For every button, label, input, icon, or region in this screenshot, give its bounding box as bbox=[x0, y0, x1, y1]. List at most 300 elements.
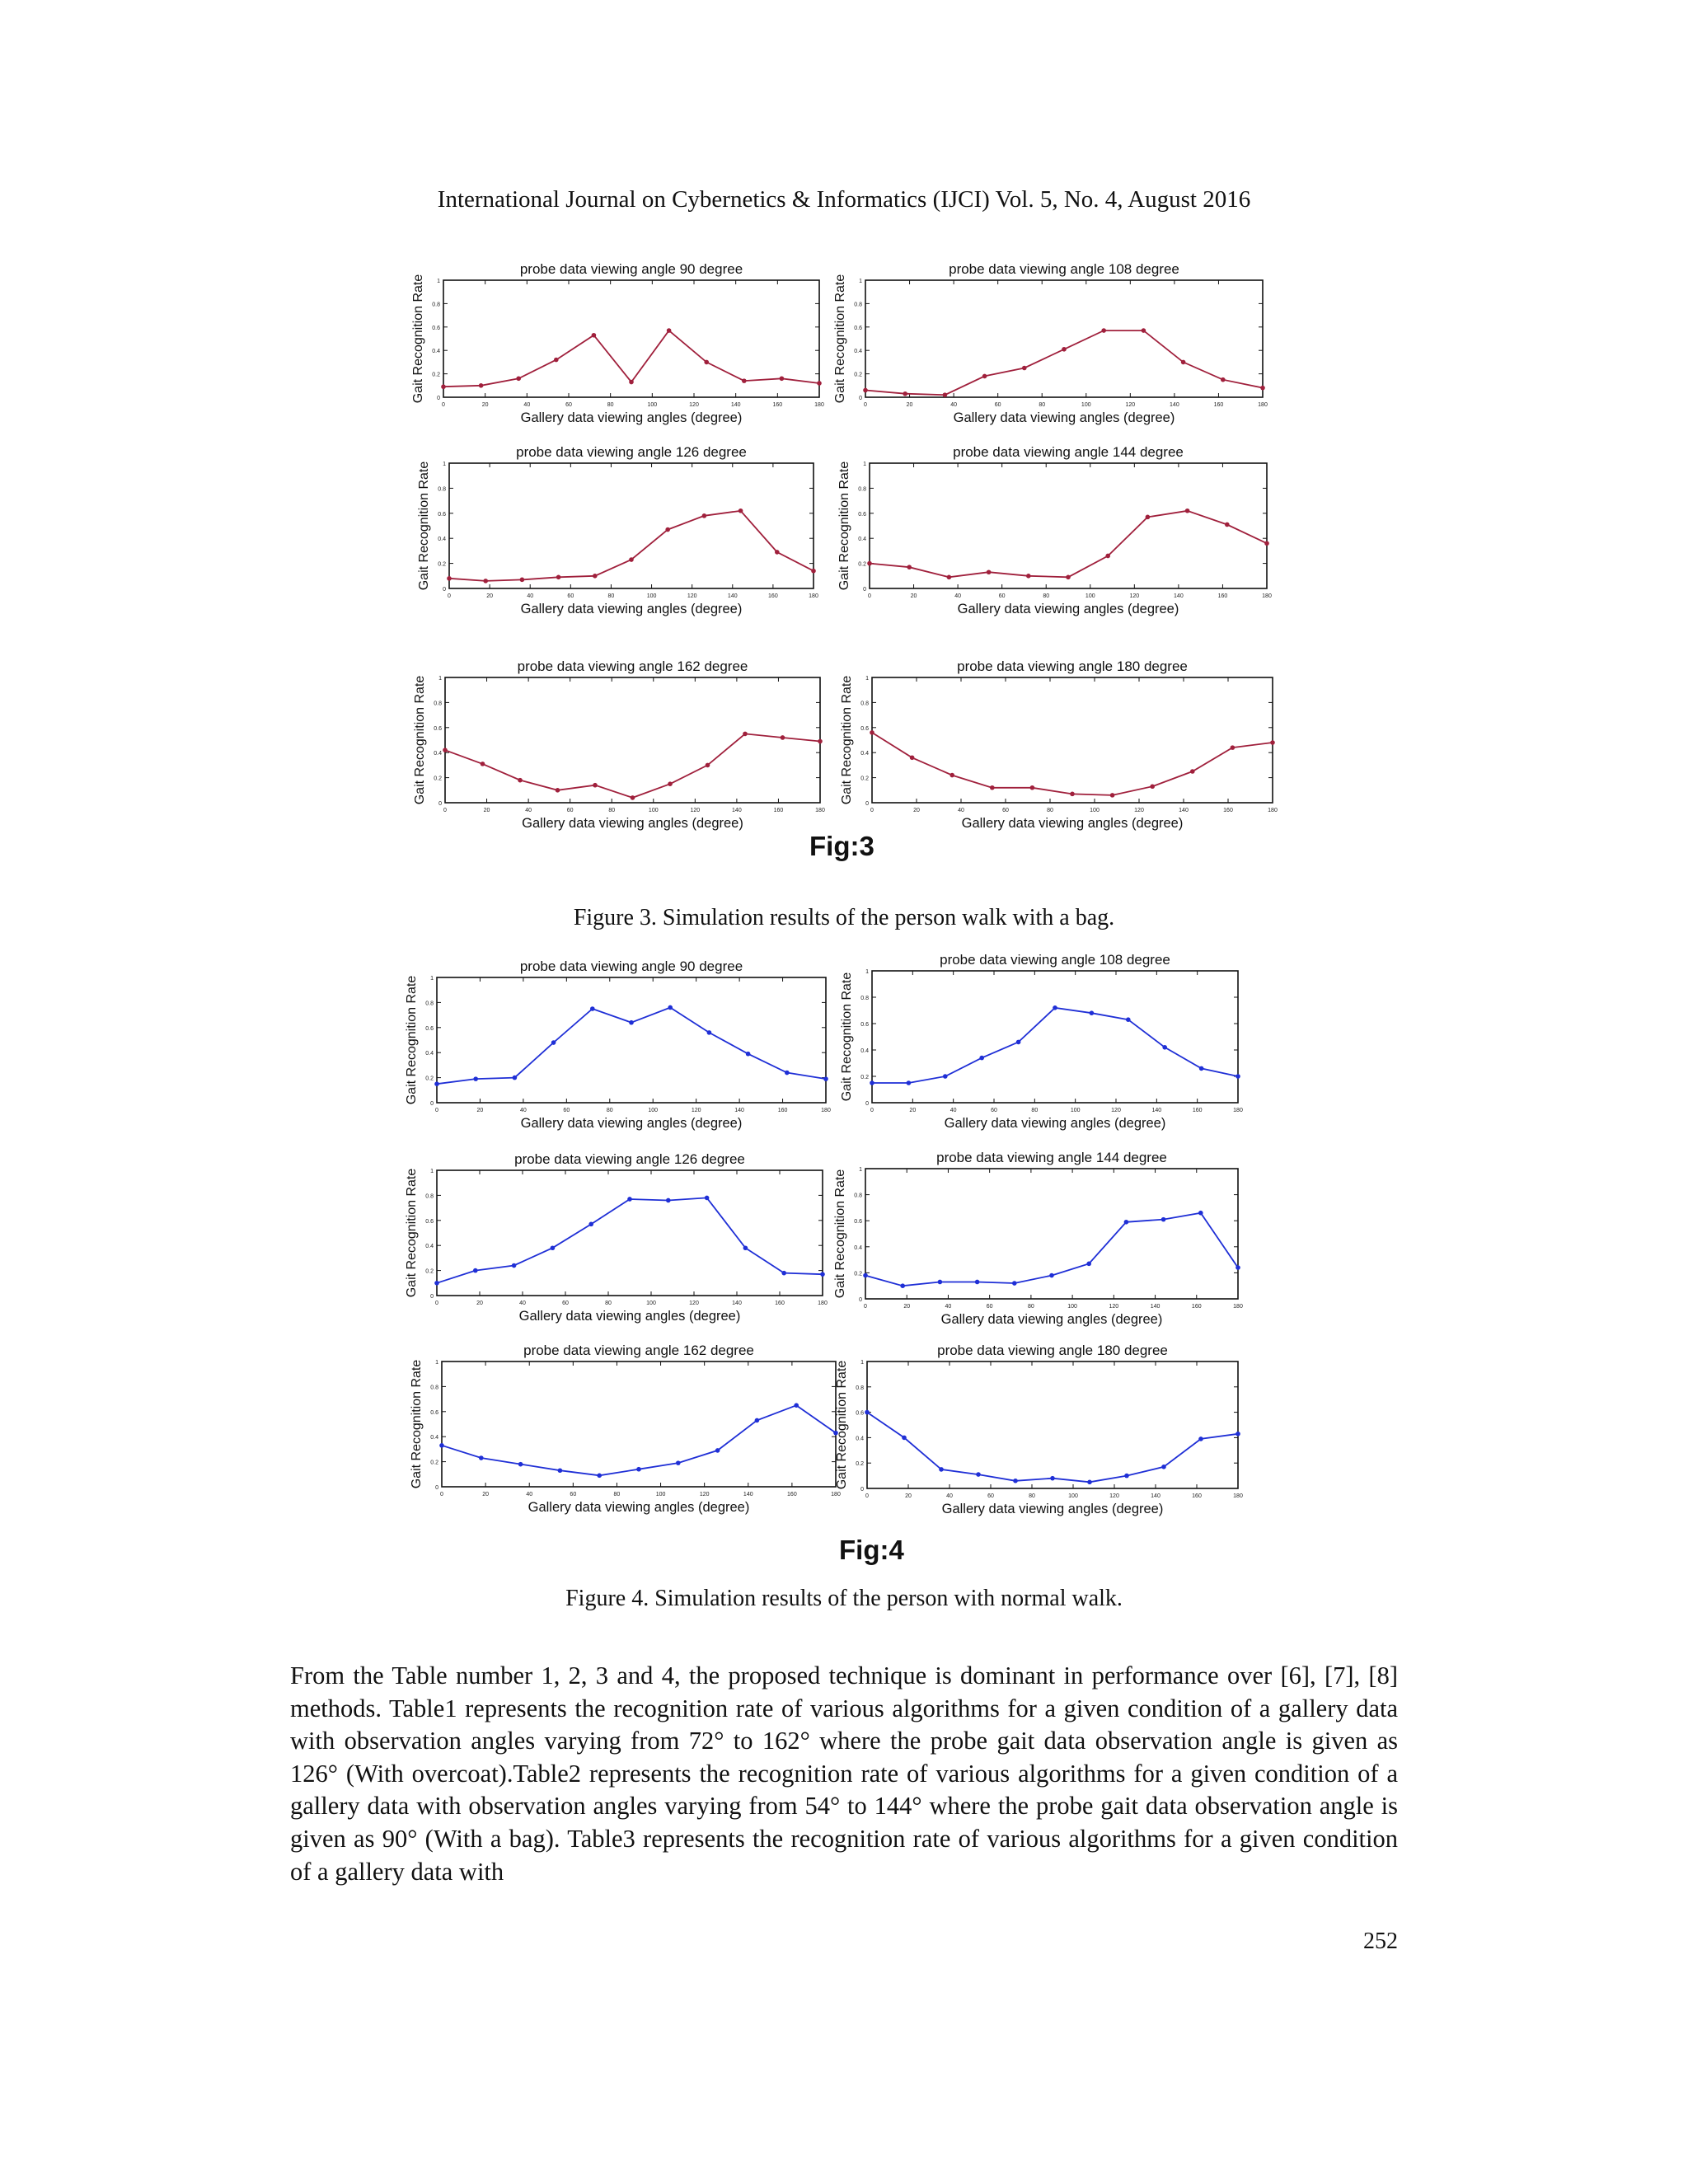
x-axis-label: Gallery data viewing angles (degree) bbox=[522, 816, 743, 831]
data-point bbox=[982, 374, 987, 379]
x-axis-label: Gallery data viewing angles (degree) bbox=[520, 602, 743, 616]
data-point bbox=[668, 1005, 673, 1010]
plot-title: probe data viewing angle 162 degree bbox=[523, 1343, 754, 1358]
x-tick-label: 100 bbox=[646, 1301, 656, 1306]
x-tick-label: 180 bbox=[809, 593, 818, 599]
x-tick-label: 0 bbox=[864, 1304, 867, 1310]
y-tick-label: 1 bbox=[860, 1360, 864, 1366]
x-tick-label: 140 bbox=[727, 593, 738, 599]
y-tick-label: 0 bbox=[443, 587, 446, 593]
data-point bbox=[434, 1081, 439, 1086]
data-point bbox=[483, 579, 488, 583]
y-tick-label: 0.2 bbox=[432, 372, 440, 378]
data-point bbox=[1161, 1217, 1166, 1222]
data-point bbox=[1022, 366, 1027, 371]
data-point bbox=[910, 755, 915, 760]
data-point bbox=[627, 1197, 632, 1202]
y-tick-label: 0.6 bbox=[860, 1022, 869, 1028]
y-tick-label: 0.6 bbox=[434, 725, 442, 732]
y-axis-label: Gait Recognition Rate bbox=[835, 1360, 849, 1490]
x-tick-label: 100 bbox=[647, 402, 658, 408]
plot-frame bbox=[872, 677, 1273, 803]
data-point bbox=[706, 763, 710, 768]
y-tick-label: 0.8 bbox=[430, 1385, 438, 1391]
data-point bbox=[1062, 347, 1067, 352]
x-tick-label: 60 bbox=[566, 808, 574, 813]
x-tick-label: 100 bbox=[1070, 1108, 1081, 1113]
plot-title: probe data viewing angle 144 degree bbox=[936, 1150, 1167, 1165]
data-point bbox=[1066, 575, 1071, 580]
y-tick-label: 0.6 bbox=[438, 511, 446, 518]
y-tick-label: 1 bbox=[438, 676, 442, 682]
y-tick-label: 0.8 bbox=[854, 1193, 862, 1199]
data-point bbox=[631, 795, 635, 800]
x-tick-label: 20 bbox=[906, 402, 913, 408]
data-point bbox=[447, 576, 452, 581]
y-axis-label: Gait Recognition Rate bbox=[405, 975, 419, 1105]
x-tick-label: 100 bbox=[1068, 1493, 1078, 1499]
y-tick-label: 0.4 bbox=[434, 751, 442, 757]
data-point bbox=[818, 739, 823, 744]
data-point bbox=[817, 381, 822, 386]
plot-frame bbox=[867, 1361, 1238, 1488]
x-axis-label: Gallery data viewing angles (degree) bbox=[940, 1312, 1163, 1327]
figure-4-caption: Figure 4. Simulation results of the person with normal walk. bbox=[565, 1586, 1123, 1611]
x-tick-label: 60 bbox=[991, 1108, 997, 1113]
plot-frame bbox=[445, 677, 820, 803]
data-point bbox=[666, 1198, 671, 1203]
x-tick-label: 160 bbox=[1217, 593, 1228, 599]
x-axis-label: Gallery data viewing angles (degree) bbox=[961, 816, 1184, 831]
y-tick-label: 0.4 bbox=[430, 1435, 438, 1441]
data-point bbox=[865, 1410, 870, 1415]
x-tick-label: 0 bbox=[435, 1301, 438, 1306]
data-point bbox=[636, 1467, 641, 1472]
y-tick-label: 1 bbox=[865, 969, 869, 975]
x-tick-label: 160 bbox=[1192, 1493, 1202, 1499]
data-point bbox=[439, 1443, 444, 1448]
x-tick-label: 80 bbox=[607, 593, 615, 599]
x-tick-label: 180 bbox=[814, 402, 824, 408]
data-point bbox=[1199, 1066, 1204, 1071]
data-point bbox=[443, 748, 448, 752]
y-tick-label: 0.6 bbox=[860, 725, 869, 732]
x-tick-label: 180 bbox=[1258, 402, 1268, 408]
x-tick-label: 80 bbox=[1043, 593, 1050, 599]
data-point bbox=[479, 383, 484, 388]
y-tick-label: 1 bbox=[859, 1167, 862, 1173]
x-tick-label: 160 bbox=[775, 1301, 785, 1306]
y-tick-label: 0.8 bbox=[425, 1001, 434, 1007]
data-point bbox=[1030, 785, 1035, 790]
data-point bbox=[743, 732, 748, 737]
x-tick-label: 20 bbox=[481, 402, 489, 408]
data-point bbox=[1236, 1432, 1240, 1436]
y-tick-label: 0.6 bbox=[425, 1218, 434, 1225]
y-tick-label: 0.8 bbox=[860, 996, 869, 1001]
plot-frame bbox=[865, 280, 1263, 397]
plot-frame bbox=[865, 1169, 1238, 1299]
x-tick-label: 100 bbox=[1090, 808, 1100, 813]
plot-frame bbox=[437, 1170, 823, 1296]
plot-panel-4 bbox=[833, 1150, 1243, 1327]
data-point bbox=[947, 575, 952, 580]
data-point bbox=[597, 1474, 602, 1479]
y-axis-label: Gait Recognition Rate bbox=[405, 1168, 419, 1298]
y-tick-label: 0.4 bbox=[860, 751, 869, 757]
data-point bbox=[479, 1455, 484, 1460]
x-tick-label: 80 bbox=[1047, 808, 1053, 813]
data-point bbox=[1026, 574, 1031, 579]
y-tick-label: 0.2 bbox=[860, 776, 869, 782]
x-tick-label: 40 bbox=[525, 808, 532, 813]
x-tick-label: 80 bbox=[607, 402, 614, 408]
x-tick-label: 0 bbox=[870, 1108, 874, 1113]
y-tick-label: 1 bbox=[430, 976, 434, 982]
data-point bbox=[629, 380, 634, 385]
y-tick-label: 0 bbox=[865, 801, 869, 807]
data-point bbox=[979, 1056, 984, 1061]
data-point bbox=[738, 509, 743, 513]
figure-4-plots bbox=[404, 948, 1311, 1558]
y-axis-label: Gait Recognition Rate bbox=[837, 461, 851, 591]
data-point bbox=[1236, 1265, 1240, 1270]
y-tick-label: 0 bbox=[430, 1294, 434, 1300]
y-tick-label: 1 bbox=[435, 1360, 438, 1366]
data-point bbox=[785, 1071, 790, 1076]
data-point bbox=[554, 358, 559, 363]
data-point bbox=[1013, 1479, 1018, 1483]
data-point bbox=[1198, 1211, 1203, 1216]
data-point bbox=[1150, 784, 1155, 789]
x-tick-label: 20 bbox=[909, 1108, 917, 1113]
data-point bbox=[551, 1040, 556, 1045]
x-tick-label: 100 bbox=[1085, 593, 1095, 599]
x-tick-label: 180 bbox=[1233, 1108, 1243, 1113]
x-tick-label: 40 bbox=[946, 1493, 953, 1499]
x-tick-label: 60 bbox=[563, 1108, 570, 1113]
plot-title: probe data viewing angle 162 degree bbox=[517, 658, 748, 674]
data-point bbox=[794, 1403, 799, 1408]
data-point bbox=[1162, 1045, 1167, 1050]
x-tick-label: 180 bbox=[815, 808, 825, 813]
x-tick-label: 120 bbox=[1125, 402, 1136, 408]
x-tick-label: 20 bbox=[905, 1493, 912, 1499]
running-header: International Journal on Cybernetics & Informatics (IJCI) Vol. 5, No. 4, August 2016 bbox=[437, 186, 1251, 213]
data-point bbox=[743, 1245, 748, 1250]
data-point bbox=[1270, 740, 1275, 745]
data-point bbox=[705, 1196, 710, 1201]
series-line bbox=[437, 1008, 826, 1085]
x-tick-label: 20 bbox=[486, 593, 494, 599]
x-tick-label: 120 bbox=[1134, 808, 1144, 813]
y-tick-label: 0.4 bbox=[438, 537, 446, 543]
x-axis-label: Gallery data viewing angles (degree) bbox=[944, 1116, 1166, 1131]
data-point bbox=[990, 785, 995, 790]
x-tick-label: 120 bbox=[1109, 1493, 1119, 1499]
y-axis-label: Gait Recognition Rate bbox=[833, 1169, 847, 1299]
y-tick-label: 0.6 bbox=[425, 1025, 434, 1032]
series-line bbox=[865, 330, 1263, 395]
plot-panel-6 bbox=[835, 1343, 1243, 1516]
y-tick-label: 0.4 bbox=[854, 1244, 862, 1251]
data-point bbox=[823, 1076, 828, 1081]
plot-panel-1 bbox=[405, 958, 831, 1131]
data-point bbox=[811, 569, 816, 574]
data-point bbox=[1161, 1465, 1166, 1469]
data-point bbox=[1090, 1010, 1095, 1015]
data-point bbox=[863, 388, 868, 393]
y-tick-label: 0.4 bbox=[856, 1436, 864, 1442]
x-tick-label: 100 bbox=[1067, 1304, 1077, 1310]
x-tick-label: 140 bbox=[1174, 593, 1184, 599]
data-point bbox=[1126, 1017, 1131, 1022]
data-point bbox=[746, 1052, 751, 1057]
x-axis-label: Gallery data viewing angles (degree) bbox=[528, 1500, 750, 1515]
x-tick-label: 60 bbox=[570, 1492, 577, 1497]
data-point bbox=[870, 730, 874, 735]
y-tick-label: 0.4 bbox=[854, 349, 862, 355]
x-tick-label: 120 bbox=[1129, 593, 1140, 599]
y-tick-label: 1 bbox=[859, 279, 862, 284]
data-point bbox=[900, 1283, 905, 1288]
y-tick-label: 0.4 bbox=[425, 1051, 434, 1057]
data-point bbox=[473, 1268, 478, 1273]
data-point bbox=[781, 1271, 786, 1276]
data-point bbox=[593, 783, 598, 788]
x-tick-label: 160 bbox=[768, 593, 778, 599]
x-tick-label: 80 bbox=[1031, 1108, 1039, 1113]
y-tick-label: 0 bbox=[437, 396, 440, 401]
data-point bbox=[1264, 541, 1269, 546]
data-point bbox=[907, 1080, 912, 1085]
data-point bbox=[676, 1460, 681, 1465]
x-tick-label: 180 bbox=[1233, 1304, 1243, 1310]
data-point bbox=[593, 574, 598, 579]
figure-3-tag: Fig:3 bbox=[809, 831, 874, 861]
data-point bbox=[870, 1080, 874, 1085]
data-point bbox=[518, 1462, 523, 1467]
y-tick-label: 0.8 bbox=[438, 486, 446, 493]
data-point bbox=[987, 569, 992, 574]
plot-frame bbox=[437, 977, 826, 1103]
x-tick-label: 160 bbox=[787, 1492, 797, 1497]
data-point bbox=[556, 788, 560, 793]
data-point bbox=[1012, 1281, 1017, 1286]
x-tick-label: 60 bbox=[998, 593, 1006, 599]
x-tick-label: 40 bbox=[523, 402, 531, 408]
y-tick-label: 1 bbox=[437, 279, 440, 284]
page-number: 252 bbox=[1363, 1929, 1398, 1954]
x-tick-label: 120 bbox=[699, 1492, 710, 1497]
plot-panel-3 bbox=[405, 1151, 828, 1324]
data-point bbox=[975, 1280, 980, 1285]
data-point bbox=[775, 550, 780, 555]
y-axis-label: Gait Recognition Rate bbox=[411, 274, 425, 404]
x-tick-label: 60 bbox=[565, 402, 572, 408]
x-tick-label: 160 bbox=[772, 402, 783, 408]
data-point bbox=[902, 1436, 907, 1441]
y-tick-label: 0.4 bbox=[425, 1244, 434, 1250]
data-point bbox=[1260, 386, 1265, 391]
data-point bbox=[943, 392, 948, 397]
x-tick-label: 180 bbox=[1268, 808, 1278, 813]
y-tick-label: 0.6 bbox=[856, 1410, 864, 1417]
y-tick-label: 0 bbox=[430, 1101, 434, 1107]
data-point bbox=[976, 1472, 981, 1477]
x-tick-label: 60 bbox=[562, 1301, 569, 1306]
series-line bbox=[867, 1413, 1238, 1483]
x-tick-label: 20 bbox=[913, 808, 920, 813]
data-point bbox=[520, 578, 525, 583]
x-tick-label: 0 bbox=[864, 402, 867, 408]
y-tick-label: 0.8 bbox=[860, 701, 869, 707]
x-tick-label: 0 bbox=[440, 1492, 443, 1497]
x-tick-label: 160 bbox=[1191, 1304, 1202, 1310]
data-point bbox=[1087, 1480, 1092, 1485]
x-tick-label: 40 bbox=[954, 593, 962, 599]
x-tick-label: 40 bbox=[519, 1108, 527, 1113]
x-tick-label: 180 bbox=[831, 1492, 841, 1497]
x-tick-label: 40 bbox=[958, 808, 964, 813]
data-point bbox=[513, 1076, 518, 1080]
data-point bbox=[1124, 1474, 1129, 1479]
x-tick-label: 60 bbox=[986, 1304, 993, 1310]
plot-frame bbox=[449, 463, 814, 588]
y-axis-label: Gait Recognition Rate bbox=[840, 675, 854, 805]
x-tick-label: 100 bbox=[646, 593, 657, 599]
x-tick-label: 160 bbox=[773, 808, 784, 813]
series-line bbox=[872, 1008, 1238, 1083]
series-line bbox=[449, 511, 814, 581]
data-point bbox=[781, 735, 785, 740]
figure-3 bbox=[404, 255, 1311, 861]
data-point bbox=[441, 384, 446, 389]
x-tick-label: 180 bbox=[818, 1301, 828, 1306]
data-point bbox=[939, 1467, 944, 1472]
x-tick-label: 80 bbox=[606, 1108, 613, 1113]
x-tick-label: 60 bbox=[987, 1493, 994, 1499]
data-point bbox=[755, 1418, 760, 1423]
x-tick-label: 0 bbox=[865, 1493, 869, 1499]
data-point bbox=[1105, 554, 1110, 559]
x-axis-label: Gallery data viewing angles (degree) bbox=[518, 1309, 741, 1324]
x-tick-label: 140 bbox=[1150, 1304, 1160, 1310]
x-tick-label: 80 bbox=[613, 1492, 621, 1497]
data-point bbox=[558, 1468, 563, 1473]
data-point bbox=[592, 333, 597, 338]
plot-panel-1 bbox=[411, 261, 824, 425]
data-point bbox=[1185, 509, 1190, 513]
plot-title: probe data viewing angle 90 degree bbox=[519, 261, 743, 277]
x-tick-label: 40 bbox=[950, 1108, 957, 1113]
data-point bbox=[715, 1448, 720, 1453]
x-tick-label: 140 bbox=[1151, 1108, 1162, 1113]
data-point bbox=[1190, 769, 1195, 774]
plot-title: probe data viewing angle 126 degree bbox=[516, 444, 747, 460]
y-tick-label: 0.2 bbox=[854, 1271, 862, 1277]
x-tick-label: 0 bbox=[868, 593, 871, 599]
data-point bbox=[629, 1020, 634, 1025]
y-tick-label: 0 bbox=[435, 1485, 438, 1491]
data-point bbox=[907, 565, 912, 569]
data-point bbox=[1050, 1476, 1055, 1481]
x-tick-label: 20 bbox=[482, 1492, 490, 1497]
data-point bbox=[516, 376, 521, 381]
plot-panel-2 bbox=[840, 952, 1243, 1131]
series-line bbox=[445, 733, 820, 798]
figure-4 bbox=[404, 948, 1311, 1565]
y-tick-label: 0 bbox=[438, 801, 442, 807]
y-axis-label: Gait Recognition Rate bbox=[417, 461, 431, 591]
data-point bbox=[1070, 792, 1075, 797]
data-point bbox=[588, 1222, 593, 1227]
x-tick-label: 160 bbox=[1192, 1108, 1203, 1113]
y-tick-label: 0.8 bbox=[856, 1385, 864, 1391]
data-point bbox=[1221, 377, 1226, 382]
data-point bbox=[1181, 360, 1186, 365]
data-point bbox=[512, 1263, 517, 1268]
data-point bbox=[481, 762, 485, 766]
data-point bbox=[1016, 1040, 1021, 1045]
series-line bbox=[870, 511, 1267, 578]
data-point bbox=[1049, 1273, 1054, 1278]
data-point bbox=[742, 378, 747, 383]
y-tick-label: 0.8 bbox=[432, 302, 440, 308]
data-point bbox=[1231, 745, 1236, 750]
x-tick-label: 120 bbox=[1111, 1108, 1121, 1113]
x-axis-label: Gallery data viewing angles (degree) bbox=[520, 1116, 743, 1131]
plot-title: probe data viewing angle 108 degree bbox=[949, 261, 1179, 277]
y-tick-label: 0.6 bbox=[430, 1409, 438, 1416]
x-axis-label: Gallery data viewing angles (degree) bbox=[941, 1502, 1164, 1516]
x-tick-label: 120 bbox=[689, 1301, 699, 1306]
y-tick-label: 0 bbox=[865, 1101, 869, 1107]
y-tick-label: 0 bbox=[859, 396, 862, 401]
x-tick-label: 0 bbox=[442, 402, 445, 408]
body-paragraph: From the Table number 1, 2, 3 and 4, the proposed technique is dominant in performance over [6], [7], [8] methods. Table1 represents the recognition rate of various algorithms for a given condition of a gallery data with observation angles varying from 72° to 162° where the probe gait data observation angle is given as 126° (With overcoat).Table2 represents the recognition rate of various algorithms for a given condition of a gallery data with observation angles varying from 54° to 144° where the probe gait data observation angle is given as 90° (With a bag). Table3 represents the recognition rate of various algorithms for a given condition of a gallery data with bbox=[290, 1661, 1398, 1886]
y-tick-label: 0.2 bbox=[860, 1075, 869, 1080]
y-tick-label: 0.2 bbox=[858, 561, 866, 568]
data-point bbox=[667, 328, 672, 333]
y-axis-label: Gait Recognition Rate bbox=[413, 675, 427, 805]
y-tick-label: 0 bbox=[859, 1297, 862, 1303]
plot-title: probe data viewing angle 180 degree bbox=[957, 658, 1188, 674]
x-tick-label: 80 bbox=[608, 808, 616, 813]
x-tick-label: 100 bbox=[648, 808, 659, 813]
plot-title: probe data viewing angle 108 degree bbox=[940, 952, 1170, 968]
data-point bbox=[1124, 1220, 1129, 1225]
data-point bbox=[590, 1006, 595, 1011]
data-point bbox=[943, 1074, 948, 1079]
y-tick-label: 0.8 bbox=[425, 1193, 434, 1200]
data-point bbox=[1053, 1005, 1057, 1010]
plot-frame bbox=[872, 971, 1238, 1103]
data-point bbox=[938, 1280, 943, 1285]
x-tick-label: 140 bbox=[1170, 402, 1179, 408]
y-tick-label: 0.6 bbox=[432, 325, 440, 331]
data-point bbox=[1101, 328, 1106, 333]
x-tick-label: 180 bbox=[821, 1108, 831, 1113]
data-point bbox=[551, 1245, 556, 1250]
data-point bbox=[903, 391, 907, 396]
data-point bbox=[665, 527, 670, 532]
x-tick-label: 160 bbox=[777, 1108, 788, 1113]
x-tick-label: 160 bbox=[1213, 402, 1224, 408]
y-tick-label: 0.6 bbox=[858, 511, 866, 518]
x-tick-label: 80 bbox=[1027, 1304, 1034, 1310]
x-tick-label: 20 bbox=[910, 593, 917, 599]
